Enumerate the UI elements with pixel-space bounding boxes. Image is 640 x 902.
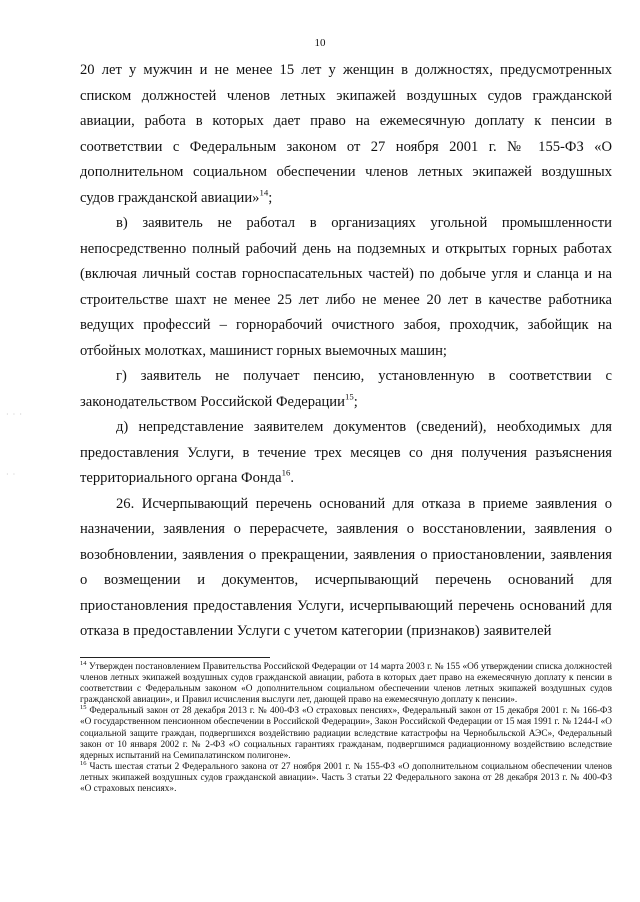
footnote xyxy=(80,759,612,795)
paragraph xyxy=(80,492,612,645)
footnotes xyxy=(80,662,612,795)
footnote-divider xyxy=(80,657,270,658)
paragraph-text: 26. Исчерпывающий перечень оснований для отказа в приеме заявления о назначении, заявления о перерасчете, заявления о восстановлении, заявления о возобновлении, заявления о прекращении, заявления о приостановлении, заявления о возмещении и документов, исчерпывающий перечень оснований для приостановления предоставления Услуги, исчерпывающий перечень оснований для отказа в предоставлении Услуги с учетом категории (признаков) заявителей xyxy=(80,495,612,639)
footnote xyxy=(80,706,612,761)
paragraph xyxy=(80,211,612,364)
paragraph-text: 20 лет у мужчин и не менее 15 лет у женщин в должностях, предусмотренных списком должностей членов летных экипажей воздушных судов гражданской авиации, работа в которых дает право на ежемесячную доплату к пенсии в соответствии с Федеральным законом от 27 ноября 2001 г. № 155-ФЗ «О дополнительном социальном обеспечении членов летных экипажей воздушных судов гражданской авиации» xyxy=(80,62,612,206)
margin-scan-mark: · · · xyxy=(6,410,23,419)
margin-scan-mark: · · xyxy=(6,470,17,479)
footnote-number: 16 xyxy=(80,759,87,767)
footnote-number: 15 xyxy=(80,704,87,712)
footnote-number: 14 xyxy=(80,660,87,668)
footnote-ref: 15 xyxy=(344,390,354,401)
footnote-text: Федеральный закон от 28 декабря 2013 г. № 400-ФЗ «О страховых пенсиях», Федеральный закон от 15 декабря 2001 г. № 166-ФЗ «О государственном пенсионном обеспечении в Российской Федерации», Закон Российской Федерации от 15 мая 1991 г. № 1244-I «О социальной защите граждан, подвергшихся воздействию радиации вследствие катастрофы на Чернобыльской АЭС», Федеральный закон от 10 января 2002 г. № 2-ФЗ «О социальных гарантиях гражданам, подвергшимся радиационному воздействию вследствие ядерных испытаний на Семипалатинском полигоне». xyxy=(80,706,612,761)
page-number: 10 xyxy=(314,37,326,49)
footnote-ref: 14 xyxy=(259,186,269,197)
document-body xyxy=(80,58,612,645)
paragraph-tail: . xyxy=(290,470,295,486)
paragraph xyxy=(80,364,612,415)
paragraph-tail: ; xyxy=(353,393,358,410)
paragraph xyxy=(80,415,612,492)
footnote-text: Утвержден постановлением Правительства Российской Федерации от 14 марта 2003 г. № 155 «Об утверждении списка должностей членов летных экипажей воздушных судов гражданской авиации, работа в которых дает право на ежемесячную доплату к пенсии в соответствии с Федеральным законом «О дополнительном социальном обеспечении членов летных экипажей воздушных судов гражданской авиации», и Правил исчисления выслуги лет, дающей право на ежемесячную доплату к пенсии». xyxy=(80,662,613,706)
paragraph-tail: ; xyxy=(268,189,273,206)
paragraph-text: в) заявитель не работал в организациях угольной промышленности непосредственно полный рабочий день на подземных и открытых горных работах (включая личный состав горноспасательных частей) по добыче угля и сланца и на строительстве шахт не менее 25 лет либо не менее 20 лет в качестве работника ведущих профессий – горнорабочий очистного забоя, проходчик, забойщик на отбойных молотках, машинист горных выемочных машин; xyxy=(80,215,612,359)
footnote-ref: 16 xyxy=(281,467,291,478)
paragraph xyxy=(80,58,612,211)
footnote xyxy=(80,662,612,706)
paragraph-text: д) непредставление заявителем документов (сведений), необходимых для предоставления Услуги, в течение трех месяцев со дня получения разъяснения территориального органа Фонда xyxy=(80,419,612,486)
paragraph-text: г) заявитель не получает пенсию, установленную в соответствии с законодательством Российской Федерации xyxy=(80,368,612,410)
footnote-text: Часть шестая статьи 2 Федерального закона от 27 ноября 2001 г. № 155-ФЗ «О дополнительном социальном обеспечении членов летных экипажей воздушных судов гражданской авиации». Часть 3 статьи 22 Федерального закона от 28 декабря 2013 г. № 400-ФЗ «О страховых пенсиях». xyxy=(80,761,612,795)
